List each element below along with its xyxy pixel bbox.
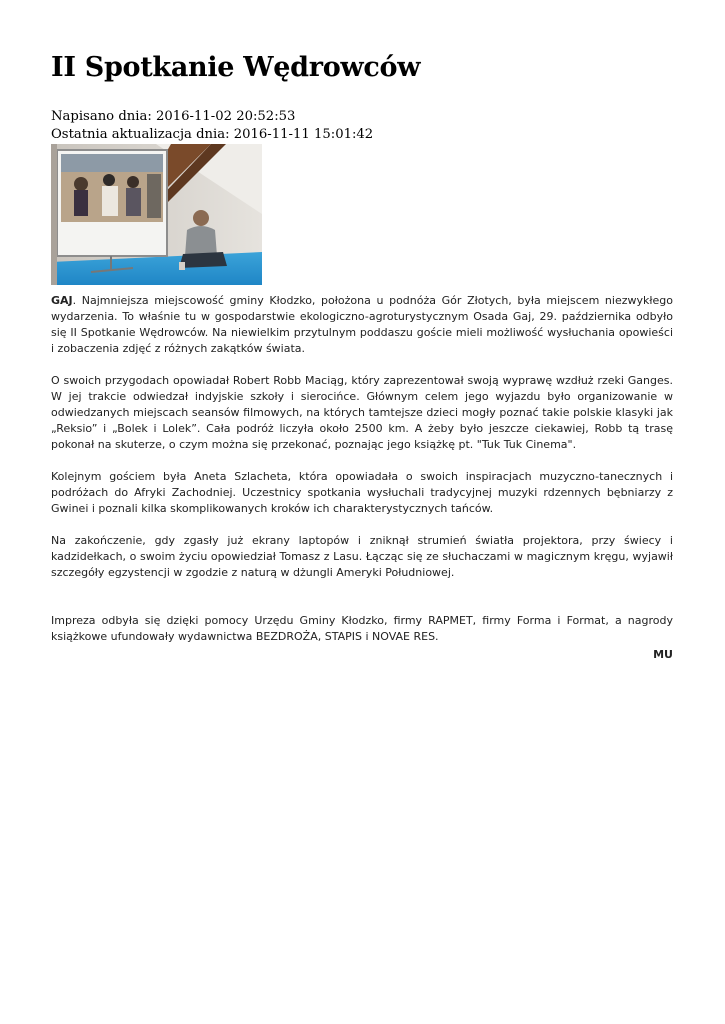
paragraph-robert: O swoich przygodach opowiadał Robert Robb Maciąg, który zaprezentował swoją wyprawę wzdłuż rzeki Ganges. W jej trakcie odwiedzał indyjskie szkoły i sierocińce. Głównym celem jego wyjazdu było organizowanie w odwiedzanych miejscach seansów filmowych, na których tamtejsze dzieci mogły poznać takie polskie klasyki jak „Reksio” i „Bolek i Lolek”. Cała podróż liczyła około 2500 km. A żeby było jeszcze ciekawiej, Robb tą trasę pokonał na skuterze, o czym można się przekonać, poznając jego książkę pt. "Tuk Tuk Cinema". <box>51 374 673 451</box>
page-title: II Spotkanie Wędrowców <box>51 52 421 83</box>
article-photo <box>51 144 262 285</box>
author-signature: MU <box>653 648 673 661</box>
updated-date: Ostatnia aktualizacja dnia: 2016-11-11 15:01:42 <box>51 127 374 142</box>
lead-place-name: GAJ <box>51 294 73 307</box>
published-date: Napisano dnia: 2016-11-02 20:52:53 <box>51 109 296 124</box>
paragraph-aneta: Kolejnym gościem była Aneta Szlacheta, która opowiadała o swoich inspiracjach muzyczno-tanecznych i podróżach do Afryki Zachodniej. Uczestnicy spotkania wysłuchali tradycyjnej muzyki rdzennych bębniarzy z Gwinei i poznali kilka skomplikowanych kroków ich charakterystycznych tańców. <box>51 470 673 515</box>
paragraph-tomasz: Na zakończenie, gdy zgasły już ekrany laptopów i zniknął strumień światła projektora, przy świecy i kadzidełkach, o swoim życiu opowiedział Tomasz z Lasu. Łącząc się ze słuchaczami w magicznym kręgu, wyjawił szczegóły egzystencji w zgodzie z naturą w dżungli Ameryki Południowej. <box>51 534 673 579</box>
paragraph-sponsors: Impreza odbyła się dzięki pomocy Urzędu Gminy Kłodzko, firmy RAPMET, firmy Forma i Format, a nagrody książkowe ufundowały wydawnictwa BEZDROŻA, STAPIS i NOVAE RES. <box>51 614 673 643</box>
article-body <box>51 293 673 661</box>
event-photo-illustration <box>51 144 262 285</box>
paragraph-lead <box>51 293 673 357</box>
lead-text: . Najmniejsza miejscowość gminy Kłodzko, położona u podnóża Gór Złotych, była miejscem niezwykłego wydarzenia. To właśnie tu w gospodarstwie ekologiczno-agroturystycznym Osada Gaj, 29. października odbyło się II Spotkanie Wędrowców. Na niewielkim przytulnym poddaszu goście mieli możliwość wysłuchania opowieści i zobaczenia zdjęć z różnych zakątków świata. <box>51 294 673 355</box>
